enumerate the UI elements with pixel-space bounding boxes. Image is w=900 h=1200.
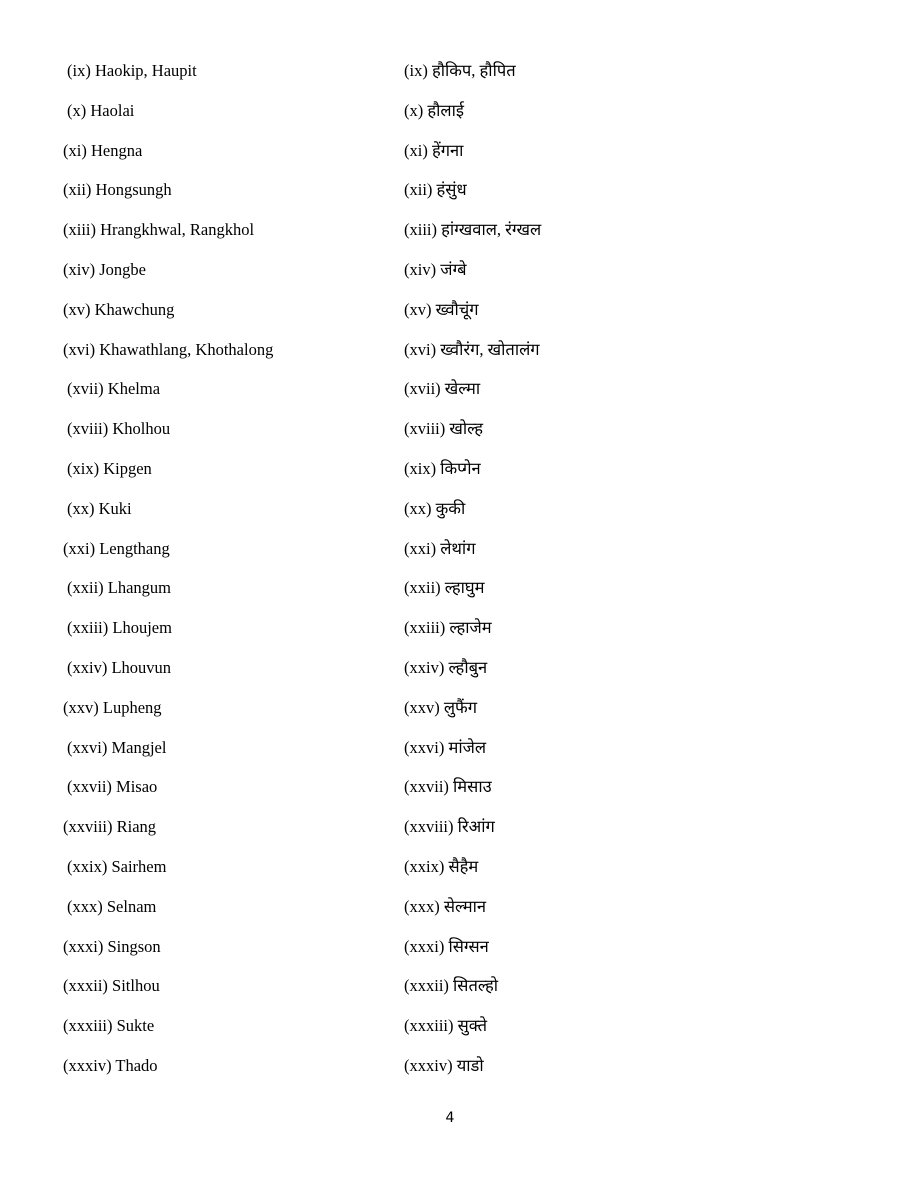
hindi-entry: (x) हौलाई xyxy=(404,100,464,120)
english-entry: (xviii) Kholhou xyxy=(67,419,171,439)
list-row xyxy=(0,415,900,443)
english-entry: (xxvi) Mangjel xyxy=(67,737,167,757)
hindi-entry: (xvi) ख्वौरंग, खोतालंग xyxy=(404,339,540,359)
list-row xyxy=(0,734,900,762)
hindi-entry: (xix) किप्गेन xyxy=(404,459,481,478)
english-entry: (xxviii) Riang xyxy=(63,817,157,837)
english-entry: (xxxiv) Thado xyxy=(63,1056,158,1075)
list-row xyxy=(0,137,900,165)
hindi-entry: (xxi) लेथांग xyxy=(404,538,476,558)
list-row xyxy=(0,176,900,204)
english-entry: (x) Haolai xyxy=(67,100,135,120)
english-entry: (xxxi) Singson xyxy=(63,936,161,956)
list-row xyxy=(0,1052,900,1080)
hindi-entry: (xii) हंसुंध xyxy=(404,180,467,200)
list-row xyxy=(0,375,900,403)
list-row xyxy=(0,97,900,125)
list-row xyxy=(0,813,900,841)
hindi-entry: (xv) ख्वौचूंग xyxy=(404,299,479,319)
english-entry: (xx) Kuki xyxy=(67,498,132,518)
hindi-entry: (xiv) जंग्बे xyxy=(404,260,467,279)
english-entry: (xiii) Hrangkhwal, Rangkhol xyxy=(63,220,255,240)
list-row xyxy=(0,455,900,483)
hindi-entry: (xxxii) सितल्हो xyxy=(404,976,499,996)
english-entry: (xxxiii) Sukte xyxy=(63,1016,155,1036)
hindi-entry: (xvii) खेल्मा xyxy=(404,379,481,399)
english-entry: (xxix) Sairhem xyxy=(67,857,167,876)
list-row xyxy=(0,57,900,85)
list-row xyxy=(0,256,900,284)
english-entry: (xvii) Khelma xyxy=(67,379,161,399)
list-row xyxy=(0,216,900,244)
hindi-entry: (xxv) लुफैंग xyxy=(404,697,478,717)
list-row xyxy=(0,933,900,961)
english-entry: (xii) Hongsungh xyxy=(63,180,172,200)
english-entry: (xxx) Selnam xyxy=(67,896,157,916)
hindi-entry: (xxx) सेल्मान xyxy=(404,896,487,916)
hindi-entry: (xxix) सैहैम xyxy=(404,857,479,876)
english-entry: (xiv) Jongbe xyxy=(63,260,146,279)
list-row xyxy=(0,972,900,1000)
list-row xyxy=(0,574,900,602)
hindi-entry: (ix) हौकिप, हौपित xyxy=(404,61,516,80)
list-row xyxy=(0,495,900,523)
english-entry: (xvi) Khawathlang, Khothalong xyxy=(63,339,274,359)
english-entry: (xxxii) Sitlhou xyxy=(63,976,160,996)
hindi-entry: (xxvii) मिसाउ xyxy=(404,777,492,797)
english-entry: (xxv) Lupheng xyxy=(63,697,162,717)
english-entry: (ix) Haokip, Haupit xyxy=(67,61,197,80)
list-row xyxy=(0,614,900,642)
hindi-entry: (xx) कुकी xyxy=(404,498,466,518)
english-entry: (xxiii) Lhoujem xyxy=(67,618,172,638)
english-entry: (xi) Hengna xyxy=(63,140,143,160)
hindi-entry: (xxiii) ल्हाजेम xyxy=(404,618,492,638)
hindi-entry: (xi) हेंगना xyxy=(404,140,464,160)
hindi-entry: (xxvi) मांजेल xyxy=(404,737,487,757)
english-entry: (xxvii) Misao xyxy=(67,777,158,797)
english-entry: (xv) Khawchung xyxy=(63,299,175,319)
list-row xyxy=(0,654,900,682)
list-row xyxy=(0,336,900,364)
english-entry: (xxi) Lengthang xyxy=(63,538,170,558)
list-row xyxy=(0,296,900,324)
list-row xyxy=(0,694,900,722)
english-entry: (xxii) Lhangum xyxy=(67,578,172,598)
list-row xyxy=(0,773,900,801)
list-row xyxy=(0,853,900,881)
list-row xyxy=(0,1012,900,1040)
hindi-entry: (xxii) ल्हाघुम xyxy=(404,578,485,598)
hindi-entry: (xviii) खोल्ह xyxy=(404,419,484,439)
list-row xyxy=(0,535,900,563)
hindi-entry: (xxxi) सिग्सन xyxy=(404,936,489,956)
english-entry: (xix) Kipgen xyxy=(67,459,152,478)
hindi-entry: (xiii) हांग्खवाल, रंग्खल xyxy=(404,220,542,240)
hindi-entry: (xxviii) रिआंग xyxy=(404,817,495,837)
hindi-entry: (xxiv) ल्हौबुन xyxy=(404,658,488,677)
list-row xyxy=(0,893,900,921)
page-number: 4 xyxy=(445,1110,455,1126)
hindi-entry: (xxxiv) याडो xyxy=(404,1056,484,1075)
hindi-entry: (xxxiii) सुक्ते xyxy=(404,1016,488,1036)
english-entry: (xxiv) Lhouvun xyxy=(67,658,172,677)
